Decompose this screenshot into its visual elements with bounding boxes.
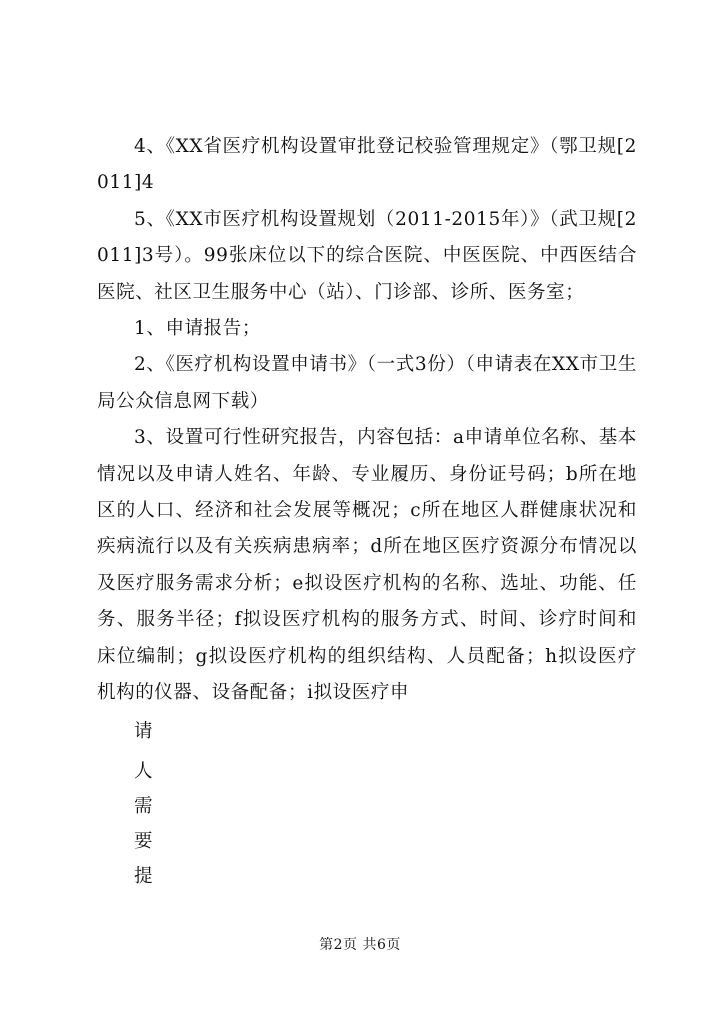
vertical-char-4: 要	[134, 831, 153, 852]
paragraph-item-2: 2、《医疗机构设置申请书》（一式3份）（申请表在XX市卫生局公众信息网下载）	[97, 354, 637, 412]
vertical-char-3: 需	[134, 796, 153, 817]
paragraph-regulation-4: 4、《XX省医疗机构设置审批登记校验管理规定》（鄂卫规[2011]4	[97, 136, 637, 194]
vertical-char-2: 人	[134, 761, 153, 782]
paragraph-item-1: 1、申请报告；	[134, 318, 261, 340]
vertical-char-1: 请	[134, 721, 153, 742]
paragraph-regulation-5: 5、《XX市医疗机构设置规划（2011-2015年）》（武卫规[2011]3号）。99张床位以下的综合医院、中医医院、中西医结合医院、社区卫生服务中心（站）、门诊部、诊所、医务室；	[97, 208, 637, 303]
page-number-footer: 第2页 共6页	[319, 937, 401, 953]
document-body	[97, 129, 637, 712]
vertical-char-5: 提	[134, 866, 153, 887]
paragraph-item-3: 3、设置可行性研究报告，内容包括：a申请单位名称、基本情况以及申请人姓名、年龄、专业履历、身份证号码；b所在地区的人口、经济和社会发展等概况；c所在地区人群健康状况和疾病流行以及有关疾病患病率；d所在地区医疗资源分布情况以及医疗服务需求分析；e拟设医疗机构的名称、选址、功能、任务、服务半径；f拟设医疗机构的服务方式、时间、诊疗时间和床位编制；g拟设医疗机构的组织结构、人员配备；h拟设医疗机构的仪器、设备配备；i拟设医疗申	[97, 427, 637, 704]
